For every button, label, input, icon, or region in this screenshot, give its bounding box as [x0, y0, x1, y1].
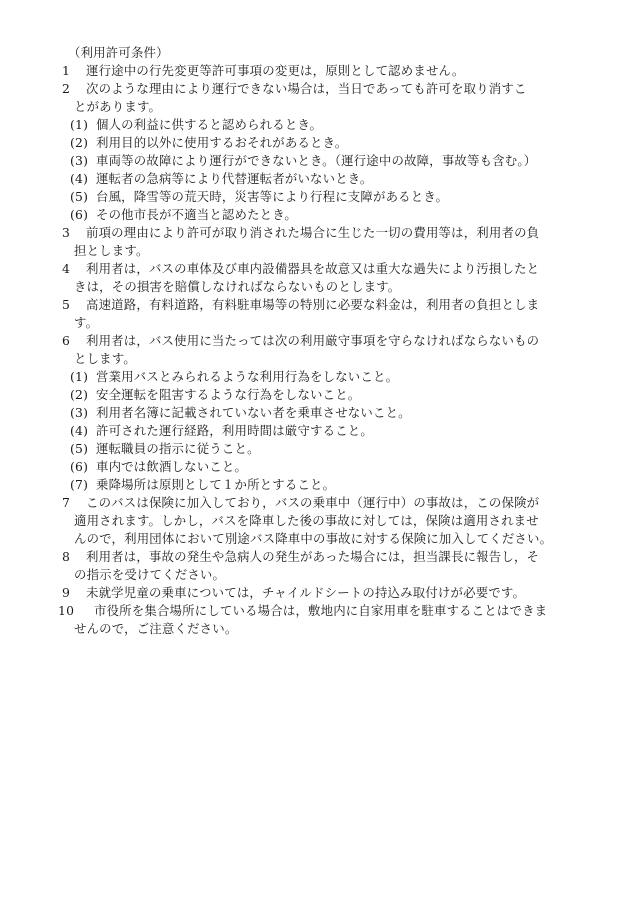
item-text: 利用者は，事故の発生や急病人の発生があった場合には，担当課長に報告し，そ	[86, 549, 540, 564]
list-item-continuation	[0, 566, 630, 584]
list-item	[0, 62, 630, 80]
sub-item	[0, 188, 630, 206]
item-text: んので，利用団体において別途バス降車中の事故に対する保険に加入してください。	[74, 531, 553, 546]
list-item	[0, 296, 630, 314]
sub-item-text: 乗降場所は原則として１か所とすること。	[96, 477, 336, 492]
sub-item-text: 運転職員の指示に従うこと。	[96, 441, 260, 456]
list-item-continuation	[0, 314, 630, 332]
item-text: きは，その損害を賠償しなければならないものとします。	[74, 279, 401, 294]
item-text: す。	[74, 315, 99, 330]
list-item-continuation	[0, 512, 630, 530]
item-number: 3	[62, 225, 71, 240]
sub-item-text: 車内では飲酒しないこと。	[96, 459, 248, 474]
item-text: 利用者は，バス使用に当たっては次の利用厳守事項を守らなければならないもの	[86, 333, 540, 348]
sub-item	[0, 368, 630, 386]
item-text: 利用者は，バスの車体及び車内設備器具を故意又は重大な過失により汚損したと	[86, 261, 540, 276]
item-text: 運行途中の行先変更等許可事項の変更は，原則として認めません。	[86, 63, 465, 78]
sub-item	[0, 116, 630, 134]
item-text: の指示を受けてください。	[74, 567, 226, 582]
sub-item	[0, 440, 630, 458]
sub-item	[0, 404, 630, 422]
item-text: このバスは保険に加入しており，バスの乗車中（運行中）の事故は，この保険が	[86, 495, 540, 510]
sub-item	[0, 422, 630, 440]
sub-item-number: (4)	[70, 423, 89, 438]
sub-item-text: 個人の利益に供すると認められるとき。	[96, 117, 323, 132]
sub-item	[0, 206, 630, 224]
sub-item-text: 車両等の故障により運行ができないとき。（運行途中の故障，事故等も含む。）	[96, 153, 537, 168]
item-text: とがあります。	[74, 99, 162, 114]
sub-item	[0, 476, 630, 494]
list-item	[0, 224, 630, 242]
item-number: 7	[62, 495, 71, 510]
item-text: とします。	[74, 351, 136, 366]
sub-item-number: (1)	[70, 117, 89, 132]
list-item-continuation	[0, 278, 630, 296]
sub-item-number: (1)	[70, 369, 89, 384]
item-text: せんので，ご注意ください。	[74, 621, 238, 636]
sub-item-text: その他市長が不適当と認めたとき。	[96, 207, 297, 222]
list-item	[0, 584, 630, 602]
list-item	[0, 494, 630, 512]
sub-item-text: 営業用バスとみられるような利用行為をしないこと。	[96, 369, 399, 384]
sub-item-number: (6)	[70, 207, 89, 222]
item-number: 8	[62, 549, 71, 564]
item-text: 担とします。	[74, 243, 149, 258]
list-item	[0, 80, 630, 98]
list-item	[0, 332, 630, 350]
sub-item	[0, 152, 630, 170]
item-text: 未就学児童の乗車については，チャイルドシートの持込み取付けが必要です。	[86, 585, 526, 600]
item-number: 1	[62, 63, 71, 78]
list-item-continuation	[0, 242, 630, 260]
sub-item-text: 利用者名簿に記載されていない者を乗車させないこと。	[96, 405, 411, 420]
document-body	[0, 44, 630, 638]
list-item	[0, 548, 630, 566]
list-item-continuation	[0, 530, 630, 548]
list-item	[0, 260, 630, 278]
sub-item-number: (3)	[70, 405, 89, 420]
sub-item-number: (6)	[70, 459, 89, 474]
item-text: 次のような理由により運行できない場合は，当日であっても許可を取り消すこ	[86, 81, 527, 96]
item-number: 10	[58, 603, 75, 618]
conditions-list	[0, 62, 630, 638]
heading-line	[0, 44, 630, 62]
item-text: 高速道路，有料道路，有料駐車場等の特別に必要な料金は，利用者の負担としま	[86, 297, 540, 312]
sub-item-number: (2)	[70, 135, 89, 150]
sub-item-text: 利用目的以外に使用するおそれがあるとき。	[96, 135, 348, 150]
sub-item	[0, 170, 630, 188]
item-text: 前項の理由により許可が取り消された場合に生じた一切の費用等は，利用者の負	[86, 225, 540, 240]
sub-item-text: 安全運転を阻害するような行為をしないこと。	[96, 387, 361, 402]
sub-item-text: 許可された運行経路，利用時間は厳守すること。	[96, 423, 373, 438]
list-item	[0, 602, 630, 620]
section-heading: （利用許可条件）	[68, 45, 169, 60]
item-number: 5	[62, 297, 71, 312]
list-item-continuation	[0, 350, 630, 368]
sub-item	[0, 386, 630, 404]
sub-item-number: (2)	[70, 387, 89, 402]
list-item-continuation	[0, 620, 630, 638]
sub-item-number: (5)	[70, 441, 89, 456]
sub-item-number: (5)	[70, 189, 89, 204]
sub-item-number: (4)	[70, 171, 89, 186]
item-number: 4	[62, 261, 71, 276]
item-number: 6	[62, 333, 71, 348]
sub-item	[0, 134, 630, 152]
sub-item-text: 運転者の急病等により代替運転者がいないとき。	[96, 171, 373, 186]
item-text: 市役所を集合場所にしている場合は，敷地内に自家用車を駐車することはできま	[94, 603, 548, 618]
item-number: 9	[62, 585, 71, 600]
list-item-continuation	[0, 98, 630, 116]
sub-item-number: (3)	[70, 153, 89, 168]
sub-item	[0, 458, 630, 476]
sub-item-text: 台風，降雪等の荒天時，災害等により行程に支障があるとき。	[96, 189, 449, 204]
sub-item-number: (7)	[70, 477, 89, 492]
item-number: 2	[62, 81, 71, 96]
item-text: 適用されます。しかし，バスを降車した後の事故に対しては，保険は適用されませ	[74, 513, 539, 528]
